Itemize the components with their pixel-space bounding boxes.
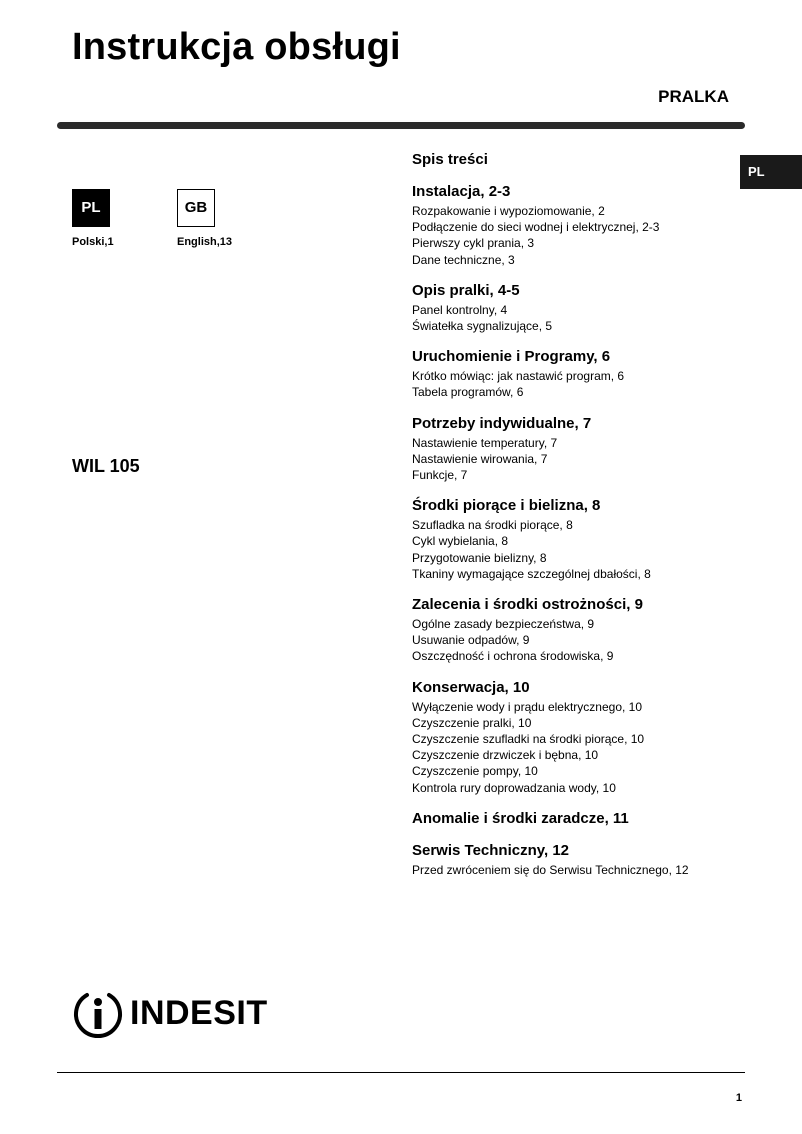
- language-box-pl: PL: [72, 189, 110, 227]
- toc-section: [412, 595, 742, 665]
- language-side-tab: PL: [740, 155, 802, 189]
- toc-item: Funkcje, 7: [412, 468, 468, 483]
- language-box-gb: GB: [177, 189, 215, 227]
- toc-item: Nastawienie wirowania, 7: [412, 451, 548, 466]
- toc-section-title: Potrzeby indywidualne, 7: [412, 414, 592, 432]
- header-rule: [57, 122, 745, 129]
- toc-item: Oszczędność i ochrona środowiska, 9: [412, 649, 614, 664]
- toc-item: Czyszczenie drzwiczek i bębna, 10: [412, 748, 599, 763]
- toc-section: [412, 182, 742, 268]
- toc-section-items: [412, 616, 742, 665]
- toc-section-items: [412, 203, 742, 268]
- toc-section-title: Środki piorące i bielizna, 8: [412, 497, 601, 515]
- toc-item: Światełka sygnalizujące, 5: [412, 319, 553, 334]
- toc-item: Rozpakowanie i wypoziomowanie, 2: [412, 204, 605, 218]
- toc-section-items: [412, 302, 742, 334]
- toc-heading: Spis treści: [412, 151, 488, 168]
- toc-section-title: Serwis Techniczny, 12: [412, 841, 570, 859]
- toc-item: Szufladka na środki piorące, 8: [412, 518, 573, 533]
- toc-item: Czyszczenie pralki, 10: [412, 715, 532, 730]
- brand-wordmark: INDESIT: [130, 993, 268, 1032]
- toc-item: Tkaniny wymagające szczególnej dbałości, 8: [412, 566, 651, 581]
- toc-item: Ogólne zasady bezpieczeństwa, 9: [412, 617, 595, 632]
- toc-item: Cykl wybielania, 8: [412, 534, 509, 549]
- indesit-circle-i-logo-icon: [72, 987, 124, 1039]
- toc-section-title: Uruchomienie i Programy, 6: [412, 348, 611, 366]
- toc-section: [412, 414, 742, 484]
- toc-section-items: [412, 862, 742, 878]
- toc-item: Wyłączenie wody i prądu elektrycznego, 10: [412, 699, 643, 714]
- toc-item: Przed zwróceniem się do Serwisu Technicznego, 12: [412, 862, 689, 877]
- page-number: 1: [735, 1092, 742, 1104]
- toc-section-title: Anomalie i środki zaradcze, 11: [412, 809, 629, 827]
- toc-section-items: [412, 517, 742, 582]
- toc-section: [412, 809, 742, 828]
- toc-section-items: [412, 435, 742, 484]
- toc-section-title: Konserwacja, 10: [412, 678, 530, 696]
- model-number: WIL 105: [72, 456, 140, 476]
- toc-section: [412, 281, 742, 334]
- toc-item: Tabela programów, 6: [412, 385, 524, 400]
- toc-section-items: [412, 368, 742, 400]
- toc-item: Kontrola rury doprowadzania wody, 10: [412, 780, 616, 795]
- toc-item: Krótko mówiąc: jak nastawić program, 6: [412, 369, 625, 384]
- toc-sections: [412, 182, 742, 878]
- toc-section: [412, 841, 742, 878]
- toc-section: [412, 496, 742, 582]
- toc-section-title: Opis pralki, 4-5: [412, 281, 520, 299]
- brand-logo: [72, 987, 268, 1039]
- toc-section-title: Zalecenia i środki ostrożności, 9: [412, 596, 643, 614]
- toc-item: Pierwszy cykl prania, 3: [412, 236, 535, 251]
- toc-item: Usuwanie odpadów, 9: [412, 633, 530, 648]
- document-title: Instrukcja obsługi: [72, 26, 401, 68]
- toc-section-items: [412, 699, 742, 796]
- toc-item: Przygotowanie bielizny, 8: [412, 550, 547, 565]
- toc-section: [412, 678, 742, 796]
- toc-item: Podłączenie do sieci wodnej i elektrycznej, 2-3: [412, 220, 660, 235]
- table-of-contents: [412, 150, 742, 891]
- toc-item: Panel kontrolny, 4: [412, 302, 508, 317]
- product-type: PRALKA: [658, 87, 729, 106]
- toc-item: Nastawienie temperatury, 7: [412, 435, 558, 450]
- toc-item: Czyszczenie pompy, 10: [412, 764, 538, 779]
- language-label-gb: English,13: [177, 236, 233, 248]
- language-label-pl: Polski,1: [72, 236, 114, 248]
- footer-rule: [57, 1072, 745, 1073]
- toc-item: Dane techniczne, 3: [412, 252, 515, 267]
- toc-item: Czyszczenie szufladki na środki piorące, 10: [412, 732, 645, 747]
- toc-section: [412, 347, 742, 400]
- toc-section-title: Instalacja, 2-3: [412, 183, 511, 200]
